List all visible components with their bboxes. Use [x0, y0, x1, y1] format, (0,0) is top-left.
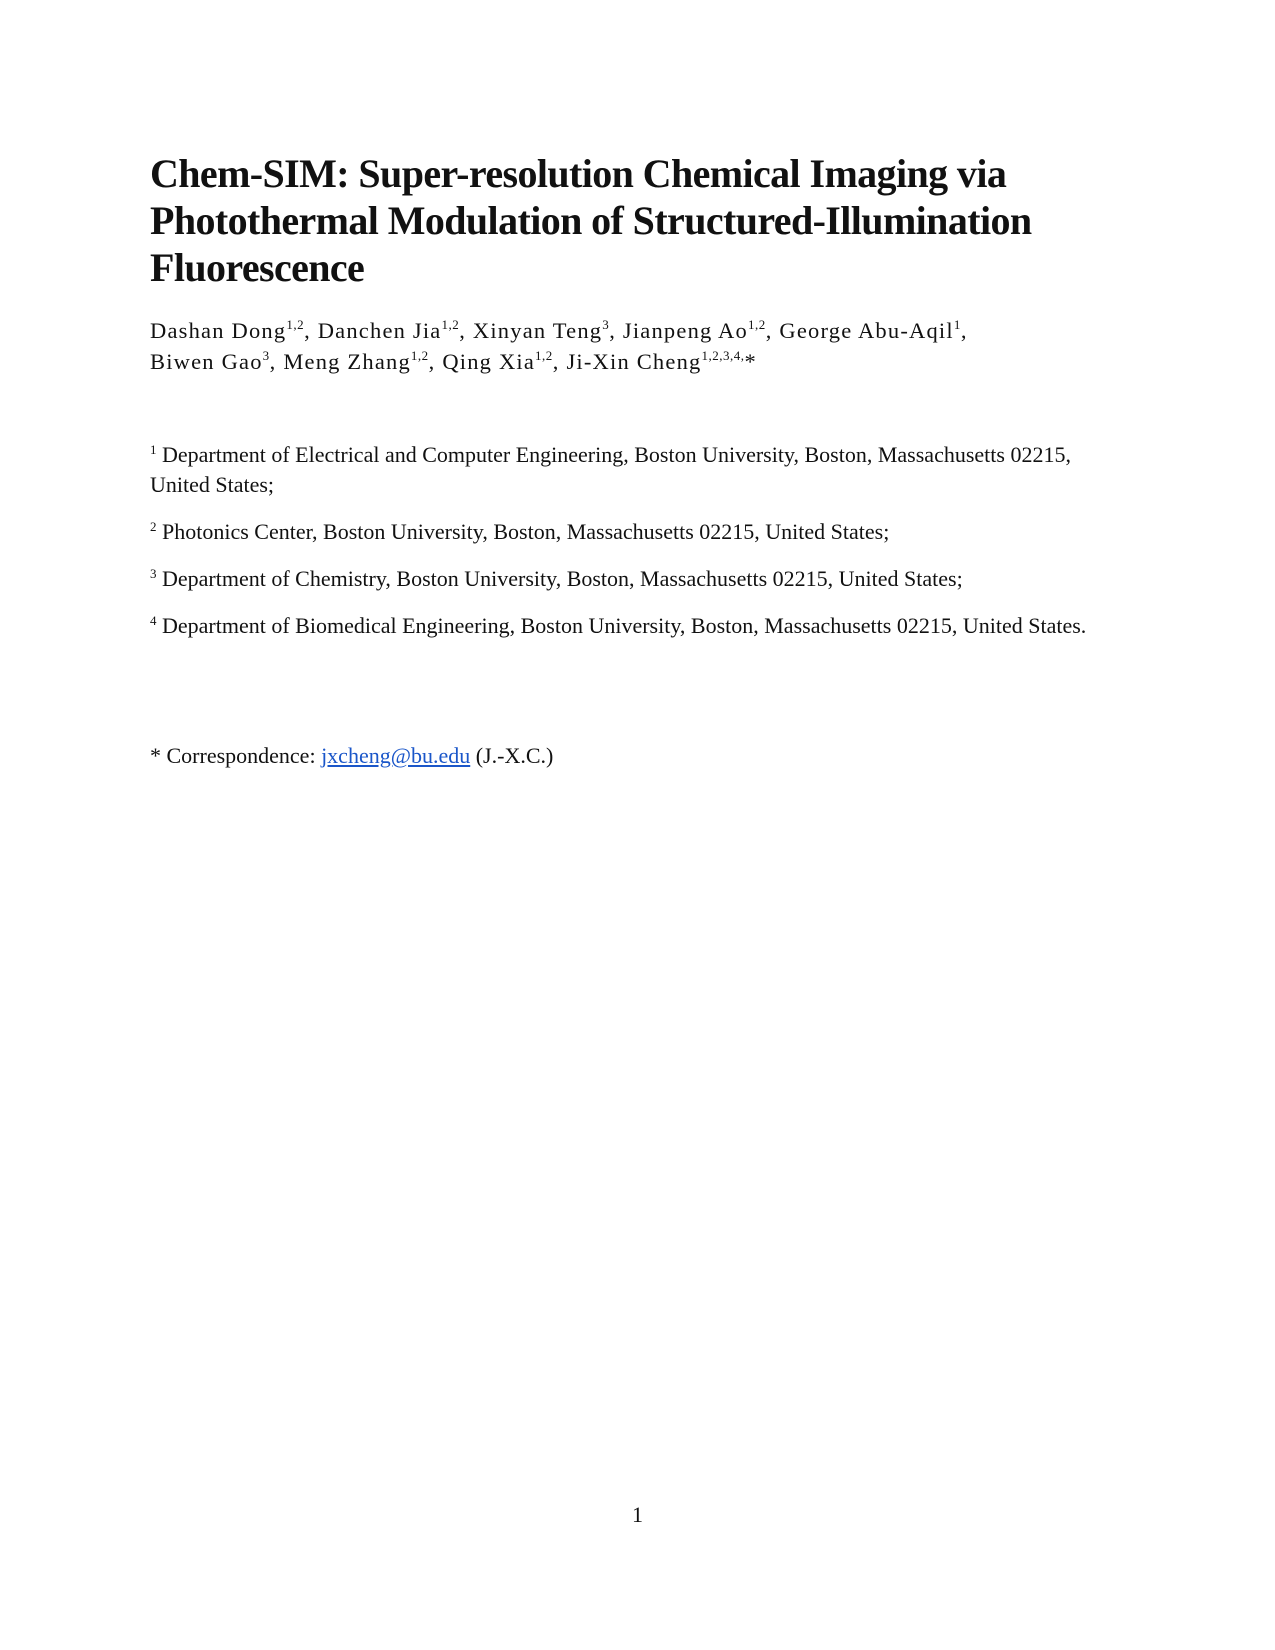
corresponding-author-star: * [744, 349, 757, 374]
author-separator: , [765, 318, 780, 343]
affiliation-text: Department of Electrical and Computer Engineering, Boston University, Boston, Massachusetts 02215, United States; [150, 442, 1071, 497]
affiliation-item [150, 440, 1118, 500]
title-line: Fluorescence [150, 245, 365, 290]
affiliation-text: Photonics Center, Boston University, Boston, Massachusetts 02215, United States; [156, 519, 890, 544]
author-affiliation-marker: 1,2 [747, 317, 766, 332]
author-affiliation-marker: 3 [602, 317, 610, 332]
author-affiliation-marker: 1,2 [441, 317, 460, 332]
author-name: Dashan Dong [150, 318, 287, 343]
affiliation-item [150, 564, 1118, 594]
author-separator: , [609, 318, 623, 343]
author-affiliation-marker: 1,2 [286, 317, 305, 332]
affiliation-item [150, 611, 1118, 641]
author-separator: , [459, 318, 473, 343]
affiliation-number: 1 [150, 442, 157, 457]
correspondence-initials: (J.-X.C.) [470, 743, 554, 768]
author-affiliation-marker: 1,2 [410, 348, 429, 363]
author-separator: , [960, 318, 968, 343]
author-separator: , [269, 349, 284, 374]
title-line: Chem-SIM: Super-resolution Chemical Imaging via [150, 151, 1007, 196]
author-line [150, 315, 1150, 346]
paper-title [150, 150, 1140, 291]
affiliation-number: 3 [150, 566, 157, 581]
author-name: Danchen Jia [317, 318, 442, 343]
author-name: Ji-Xin Cheng [566, 349, 702, 374]
author-name: Meng Zhang [283, 349, 411, 374]
author-name: George Abu-Aqil [779, 318, 954, 343]
author-line [150, 346, 1150, 377]
author-affiliation-marker: 3 [262, 348, 270, 363]
affiliation-number: 4 [150, 613, 157, 628]
author-name: Xinyan Teng [472, 318, 603, 343]
affiliation-item [150, 517, 1118, 547]
author-separator: , [552, 349, 567, 374]
affiliation-list [150, 440, 1118, 658]
author-list [150, 315, 1150, 377]
author-name: Jianpeng Ao [622, 318, 748, 343]
author-name: Biwen Gao [150, 349, 263, 374]
correspondence-label: * Correspondence: [150, 743, 322, 768]
affiliation-text: Department of Chemistry, Boston University, Boston, Massachusetts 02215, United States; [156, 566, 963, 591]
author-separator: , [428, 349, 443, 374]
author-affiliation-marker: 1 [953, 317, 961, 332]
affiliation-number: 2 [150, 519, 157, 534]
author-name: Qing Xia [442, 349, 536, 374]
title-line: Photothermal Modulation of Structured-Illumination [150, 198, 1032, 243]
correspondence [150, 741, 553, 771]
author-affiliation-marker: 1,2,3,4, [701, 348, 745, 363]
author-affiliation-marker: 1,2 [535, 348, 553, 363]
page-number: 1 [632, 1502, 643, 1527]
author-separator: , [304, 318, 318, 343]
affiliation-text: Department of Biomedical Engineering, Boston University, Boston, Massachusetts 02215, United States. [156, 613, 1087, 638]
email-link[interactable]: jxcheng@bu.edu [321, 743, 471, 768]
